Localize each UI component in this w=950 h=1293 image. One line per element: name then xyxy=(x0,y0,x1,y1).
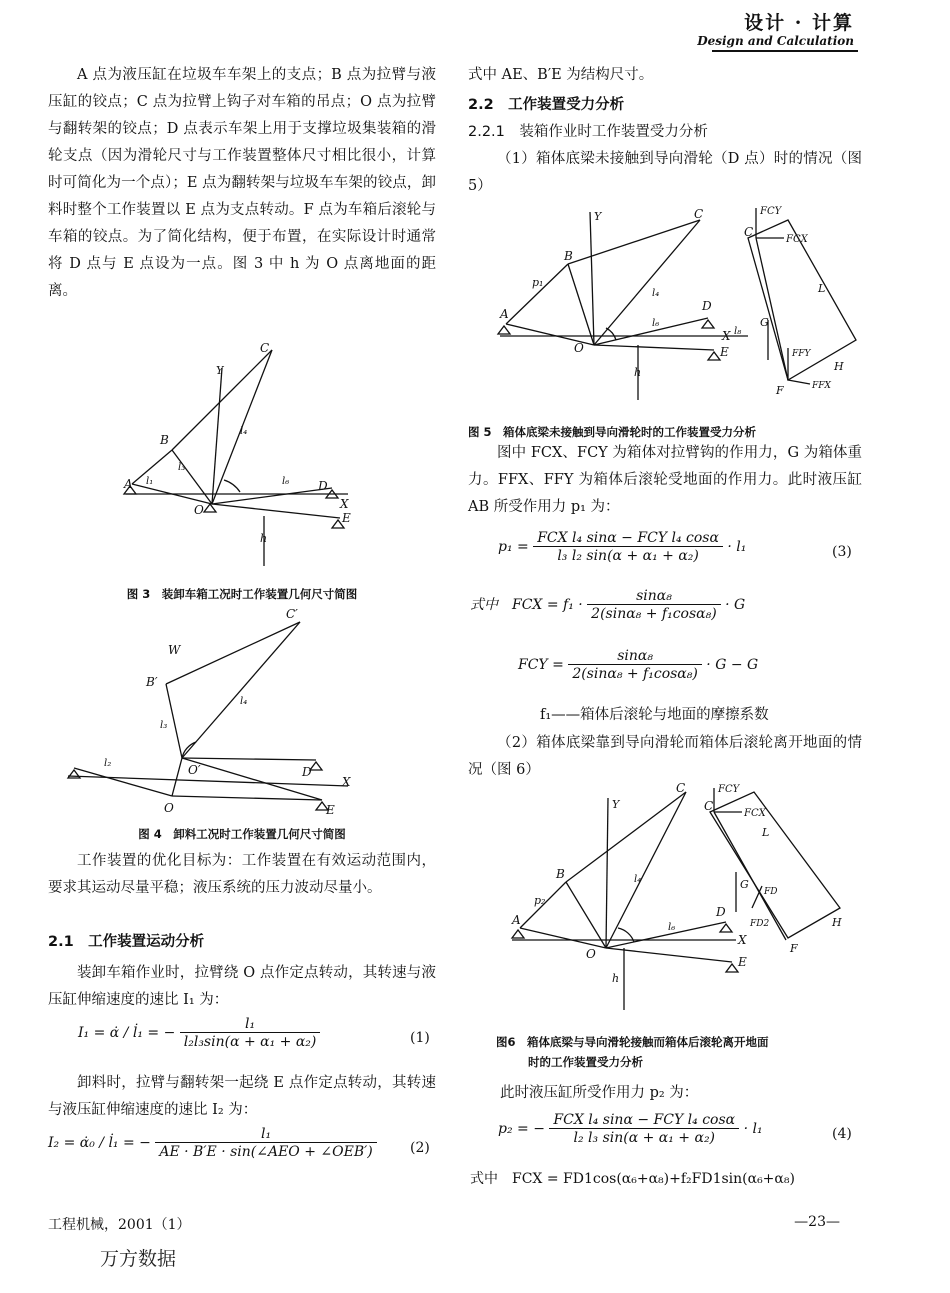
fig5-label-l4: l₄ xyxy=(652,288,660,299)
right-paragraph-p2-intro: 此时液压缸所受作用力 p₂ 为： xyxy=(500,1085,699,1101)
equation-3-numerator: FCX l₄ sinα − FCY l₄ cosα xyxy=(537,530,719,546)
equation-1-lhs: I₁ = α̇ / l̇₁ = − xyxy=(78,1025,176,1041)
fig6-label-a: A xyxy=(512,913,521,927)
fig4-link-o2d xyxy=(182,758,316,760)
fig5-label-p1: p₁ xyxy=(532,276,544,289)
fig5-label-ffy: FFY xyxy=(792,349,811,359)
fig4-link-oe xyxy=(172,796,322,800)
equation-3-fraction xyxy=(533,530,723,564)
fig4-link-o2e xyxy=(182,758,322,800)
fig5-link-oe xyxy=(594,345,714,350)
section-2-2-heading: 2.2 工作装置受力分析 xyxy=(468,97,625,113)
fig5-label-fcy: FCY xyxy=(760,206,782,217)
fig4-support-d xyxy=(310,762,322,770)
fig6-label-y: Y xyxy=(612,798,620,811)
fig6-label-h: h xyxy=(612,972,620,985)
fig6-label-f: F xyxy=(790,942,798,955)
fig3-label-l6: l₆ xyxy=(282,476,290,487)
fig6-link-oe xyxy=(606,948,732,962)
fig4-label-x: X xyxy=(342,775,351,789)
fig6-label-fd: FD xyxy=(764,887,778,897)
equation-2-number: (2) xyxy=(410,1140,430,1156)
fig3-label-x: X xyxy=(340,497,349,511)
equation-fcy-denominator: 2(sinα₈ + f₁cosα₈) xyxy=(568,664,702,682)
fig3-label-d: D xyxy=(318,479,328,493)
fig4-link-oo2 xyxy=(172,758,182,796)
fig6-label-c: C xyxy=(676,782,686,795)
fig5-label-l: L xyxy=(818,282,826,295)
equation-4-fraction xyxy=(549,1112,739,1146)
equation-3-denominator: l₃ l₂ sin(α + α₁ + α₂) xyxy=(533,546,723,564)
equation-fcx-tail: · G xyxy=(725,597,746,613)
equation-3-number: (3) xyxy=(832,544,852,560)
fig4-label-l3: l₃ xyxy=(160,720,168,731)
fig5-label-c: C xyxy=(694,207,704,221)
equation-3-lhs: p₁ = xyxy=(498,539,529,555)
fig3-label-o: O xyxy=(194,503,204,517)
fig5-force-ffx xyxy=(788,380,810,384)
fig3-label-a: A xyxy=(124,477,133,491)
equation-1-number: (1) xyxy=(410,1030,430,1046)
fig4-label-e: E xyxy=(326,803,335,817)
fig3-label-e: E xyxy=(342,511,351,525)
fig3-label-l1: l₁ xyxy=(146,476,154,487)
fig4-label-d: D xyxy=(302,765,312,779)
equation-2-denominator: AE · B′E · sin(∠AEO + ∠OEB′) xyxy=(155,1142,376,1160)
section-2-1-heading: 2.1 工作装置运动分析 xyxy=(48,934,205,950)
fig6-label-o: O xyxy=(586,947,596,961)
fig6-label-fcy: FCY xyxy=(718,784,740,795)
fig5-link-bo xyxy=(568,264,594,345)
fig5-label-ffx: FFX xyxy=(812,381,831,391)
running-header-section: 设计 · 计算 xyxy=(744,12,854,34)
fig4-link-bc xyxy=(166,622,300,684)
fig6-label-h-point: H xyxy=(832,916,842,929)
figure-4-caption: 图 4 卸料工况时工作装置几何尺寸简图 xyxy=(138,827,346,841)
fig6-label-d: D xyxy=(716,905,726,919)
friction-coefficient-definition: f₁——箱体后滚轮与地面的摩擦系数 xyxy=(540,707,769,723)
fig6-label-b: B xyxy=(556,867,565,881)
figure-4-diagram xyxy=(64,604,364,818)
journal-citation: 工程机械，2001（1） xyxy=(48,1217,191,1233)
fig5-y-axis xyxy=(590,212,594,345)
fig3-label-l3: l₃ xyxy=(178,462,186,473)
equation-fcx xyxy=(470,588,745,622)
fig5-label-fcx: FCX xyxy=(786,234,808,245)
equation-4-lhs: p₂ = − xyxy=(498,1121,545,1137)
database-watermark-text: 万方数据 xyxy=(100,1248,177,1270)
fig6-link-bc xyxy=(566,792,686,882)
figure-3-diagram xyxy=(112,338,372,574)
equation-4 xyxy=(498,1112,763,1146)
fig5-link-oc xyxy=(594,220,700,345)
fig4-label-l4: l₄ xyxy=(240,696,248,707)
fig5-support-e xyxy=(708,352,720,360)
equation-4-numerator: FCX l₄ sinα − FCY l₄ cosα xyxy=(553,1112,736,1128)
fig5-label-h: h xyxy=(634,366,642,379)
equation-fcx-denominator: 2(sinα₈ + f₁cosα₈) xyxy=(587,604,721,622)
fig5-label-a: A xyxy=(500,307,509,321)
fig5-label-d: D xyxy=(702,299,712,313)
running-header-english: Design and Calculation xyxy=(697,34,854,48)
fig3-link-oe xyxy=(212,504,340,518)
fig4-label-o: O xyxy=(164,801,174,815)
fig5-link-ab xyxy=(506,264,568,324)
equation-fcy-lhs: FCY = xyxy=(518,657,564,673)
fig6-label-l4: l₄ xyxy=(634,874,642,885)
equation-2-fraction xyxy=(155,1126,376,1160)
page-number: —23— xyxy=(794,1214,840,1230)
fig5-label-l6: l₆ xyxy=(652,318,660,329)
left-paragraph-points: A 点为液压缸在垃圾车车架上的支点；B 点为拉臂与液压缸的铰点；C 点为拉臂上钩子对车箱的吊点；O 点为拉臂与翻转架的铰点；D 点表示车架上用于支撑垃圾集装箱的滑轮支点（因为滑轮尺寸与工作装置整体尺寸相比很小，计算时可简化为一个点）；E 点为翻转架与垃圾车车架的铰点，卸料时整个工作装置以 E 点为支点转动。F 点为车箱后滚轮与车箱的铰点。为了简化结构，便于布置，在实际设计时通常将 D 点与 E 点设为一点。图 3 中 h 为 O 点离地面的距离。 xyxy=(48,67,436,299)
equation-2-numerator: l₁ xyxy=(261,1126,272,1142)
figure-6-caption-line-2: 时的工作装置受力分析 xyxy=(528,1055,643,1069)
fig6-label-p2: p₂ xyxy=(534,894,546,907)
figure-5-diagram xyxy=(488,200,860,404)
fig5-label-container-c: C xyxy=(744,225,754,239)
fig4-link-ao xyxy=(74,768,172,796)
fig5-label-e: E xyxy=(720,345,729,359)
fig6-support-d xyxy=(720,924,732,932)
figure-5-caption: 图 5 箱体底梁未接触到导向滑轮时的工作装置受力分析 xyxy=(468,425,757,439)
equation-5: 式中 FCX = FD1cos(α₆+α₈)+f₂FD1sin(α₆+α₈) xyxy=(470,1171,795,1187)
fig6-label-l: L xyxy=(762,826,770,839)
fig6-label-container-c: C xyxy=(704,799,714,813)
equation-1-numerator: l₁ xyxy=(245,1016,256,1032)
left-paragraph-speed-ratio-1: 装卸车箱作业时，拉臂绕 O 点作定点转动，其转速与液压缸伸缩速度的速比 I₁ 为： xyxy=(48,965,436,1008)
right-paragraph-structural-size: 式中 AE、B′E 为结构尺寸。 xyxy=(468,67,654,83)
fig6-label-g: G xyxy=(740,878,749,891)
equation-fcy-tail: · G − G xyxy=(706,657,759,673)
fig6-link-od xyxy=(606,922,726,948)
fig6-label-fd2: FD2 xyxy=(750,919,770,929)
fig6-label-l6: l₆ xyxy=(668,922,676,933)
fig3-label-y: Y xyxy=(216,364,224,377)
equation-2 xyxy=(48,1126,377,1160)
fig5-support-a xyxy=(498,326,510,334)
equation-4-tail: · l₁ xyxy=(743,1121,763,1137)
equation-fcy xyxy=(518,648,758,682)
equation-1 xyxy=(78,1016,320,1050)
fig3-label-b: B xyxy=(160,433,169,447)
equation-2-lhs: I₂ = α̇₀ / l̇₁ = − xyxy=(48,1135,151,1151)
fig3-angle-arc xyxy=(224,480,240,492)
fig6-label-x: X xyxy=(738,933,747,947)
fig3-label-h: h xyxy=(260,532,268,545)
equation-fcx-numerator: sinα₈ xyxy=(636,588,672,604)
equation-1-denominator: l₂l₃sin(α + α₁ + α₂) xyxy=(180,1032,321,1050)
fig6-support-e xyxy=(726,964,738,972)
fig4-label-l2: l₂ xyxy=(104,758,112,769)
fig6-label-fcx: FCX xyxy=(744,808,766,819)
fig6-link-ao xyxy=(520,928,606,948)
right-paragraph-force-definitions: 图中 FCX、FCY 为箱体对拉臂钩的作用力，G 为箱体重力。FFX、FFY 为箱体后滚轮受地面的作用力。此时液压缸 AB 所受作用力 p₁ 为： xyxy=(468,445,862,515)
section-2-2-1-heading: 2.2.1 装箱作业时工作装置受力分析 xyxy=(468,124,708,140)
fig3-support-o xyxy=(204,504,216,512)
fig6-y-axis xyxy=(606,798,608,948)
fig4-label-o-prime: O′ xyxy=(188,763,201,777)
fig5-label-x: X xyxy=(722,329,731,343)
fig6-container-box xyxy=(710,792,840,938)
left-paragraph-speed-ratio-2: 卸料时，拉臂与翻转架一起绕 E 点作定点转动，其转速与液压缸伸缩速度的速比 I₂ 为： xyxy=(48,1075,436,1118)
equation-3-tail: · l₁ xyxy=(727,539,747,555)
equation-4-number: (4) xyxy=(832,1126,852,1142)
figure-3-caption: 图 3 装卸车箱工况时工作装置几何尺寸简图 xyxy=(126,587,358,601)
header-rule xyxy=(712,50,858,52)
fig4-link-o2b xyxy=(166,684,182,758)
fig6-label-e: E xyxy=(738,955,747,969)
fig3-label-c: C xyxy=(260,341,270,355)
fig5-label-g: G xyxy=(760,316,769,329)
fig5-label-f: F xyxy=(776,384,784,397)
fig6-link-bo xyxy=(566,882,606,948)
fig5-link-bc xyxy=(568,220,700,264)
fig5-container-line-cf xyxy=(756,238,788,380)
figure-6-diagram xyxy=(500,782,860,1014)
fig4-label-w: W xyxy=(168,643,181,657)
fig5-support-d xyxy=(702,320,714,328)
fig5-label-y: Y xyxy=(594,210,602,223)
equation-fcx-lhs: 式中 FCX = f₁ · xyxy=(470,597,583,613)
fig3-link-od xyxy=(212,488,332,504)
equation-fcx-fraction xyxy=(587,588,721,622)
fig5-label-l8: l₈ xyxy=(734,326,742,337)
left-paragraph-objective: 工作装置的优化目标为：工作装置在有效运动范围内，要求其运动尽量平稳；液压系统的压力波动尽量小。 xyxy=(48,853,436,896)
right-paragraph-case-2: （2）箱体底梁靠到导向滑轮而箱体后滚轮离开地面的情况（图 6） xyxy=(468,735,862,778)
equation-1-fraction xyxy=(180,1016,321,1050)
fig4-link-o2c xyxy=(182,622,300,758)
equation-4-denominator: l₂ l₃ sin(α + α₁ + α₂) xyxy=(549,1128,739,1146)
right-paragraph-case-1: （1）箱体底梁未接触到导向滑轮（D 点）时的情况（图 5） xyxy=(468,151,862,194)
figure-6-caption-line-1: 图6 箱体底梁与导向滑轮接触而箱体后滚轮离开地面 xyxy=(496,1035,769,1049)
equation-fcy-fraction xyxy=(568,648,702,682)
equation-3 xyxy=(498,530,746,564)
fig5-label-o: O xyxy=(574,341,584,355)
fig3-label-l4: l₄ xyxy=(240,426,248,437)
fig6-support-a xyxy=(512,930,524,938)
fig4-label-b: B′ xyxy=(146,675,158,689)
equation-fcy-numerator: sinα₈ xyxy=(617,648,653,664)
fig5-label-h-point: H xyxy=(834,360,844,373)
fig5-label-b: B xyxy=(564,249,573,263)
fig4-label-c: C′ xyxy=(286,607,298,621)
